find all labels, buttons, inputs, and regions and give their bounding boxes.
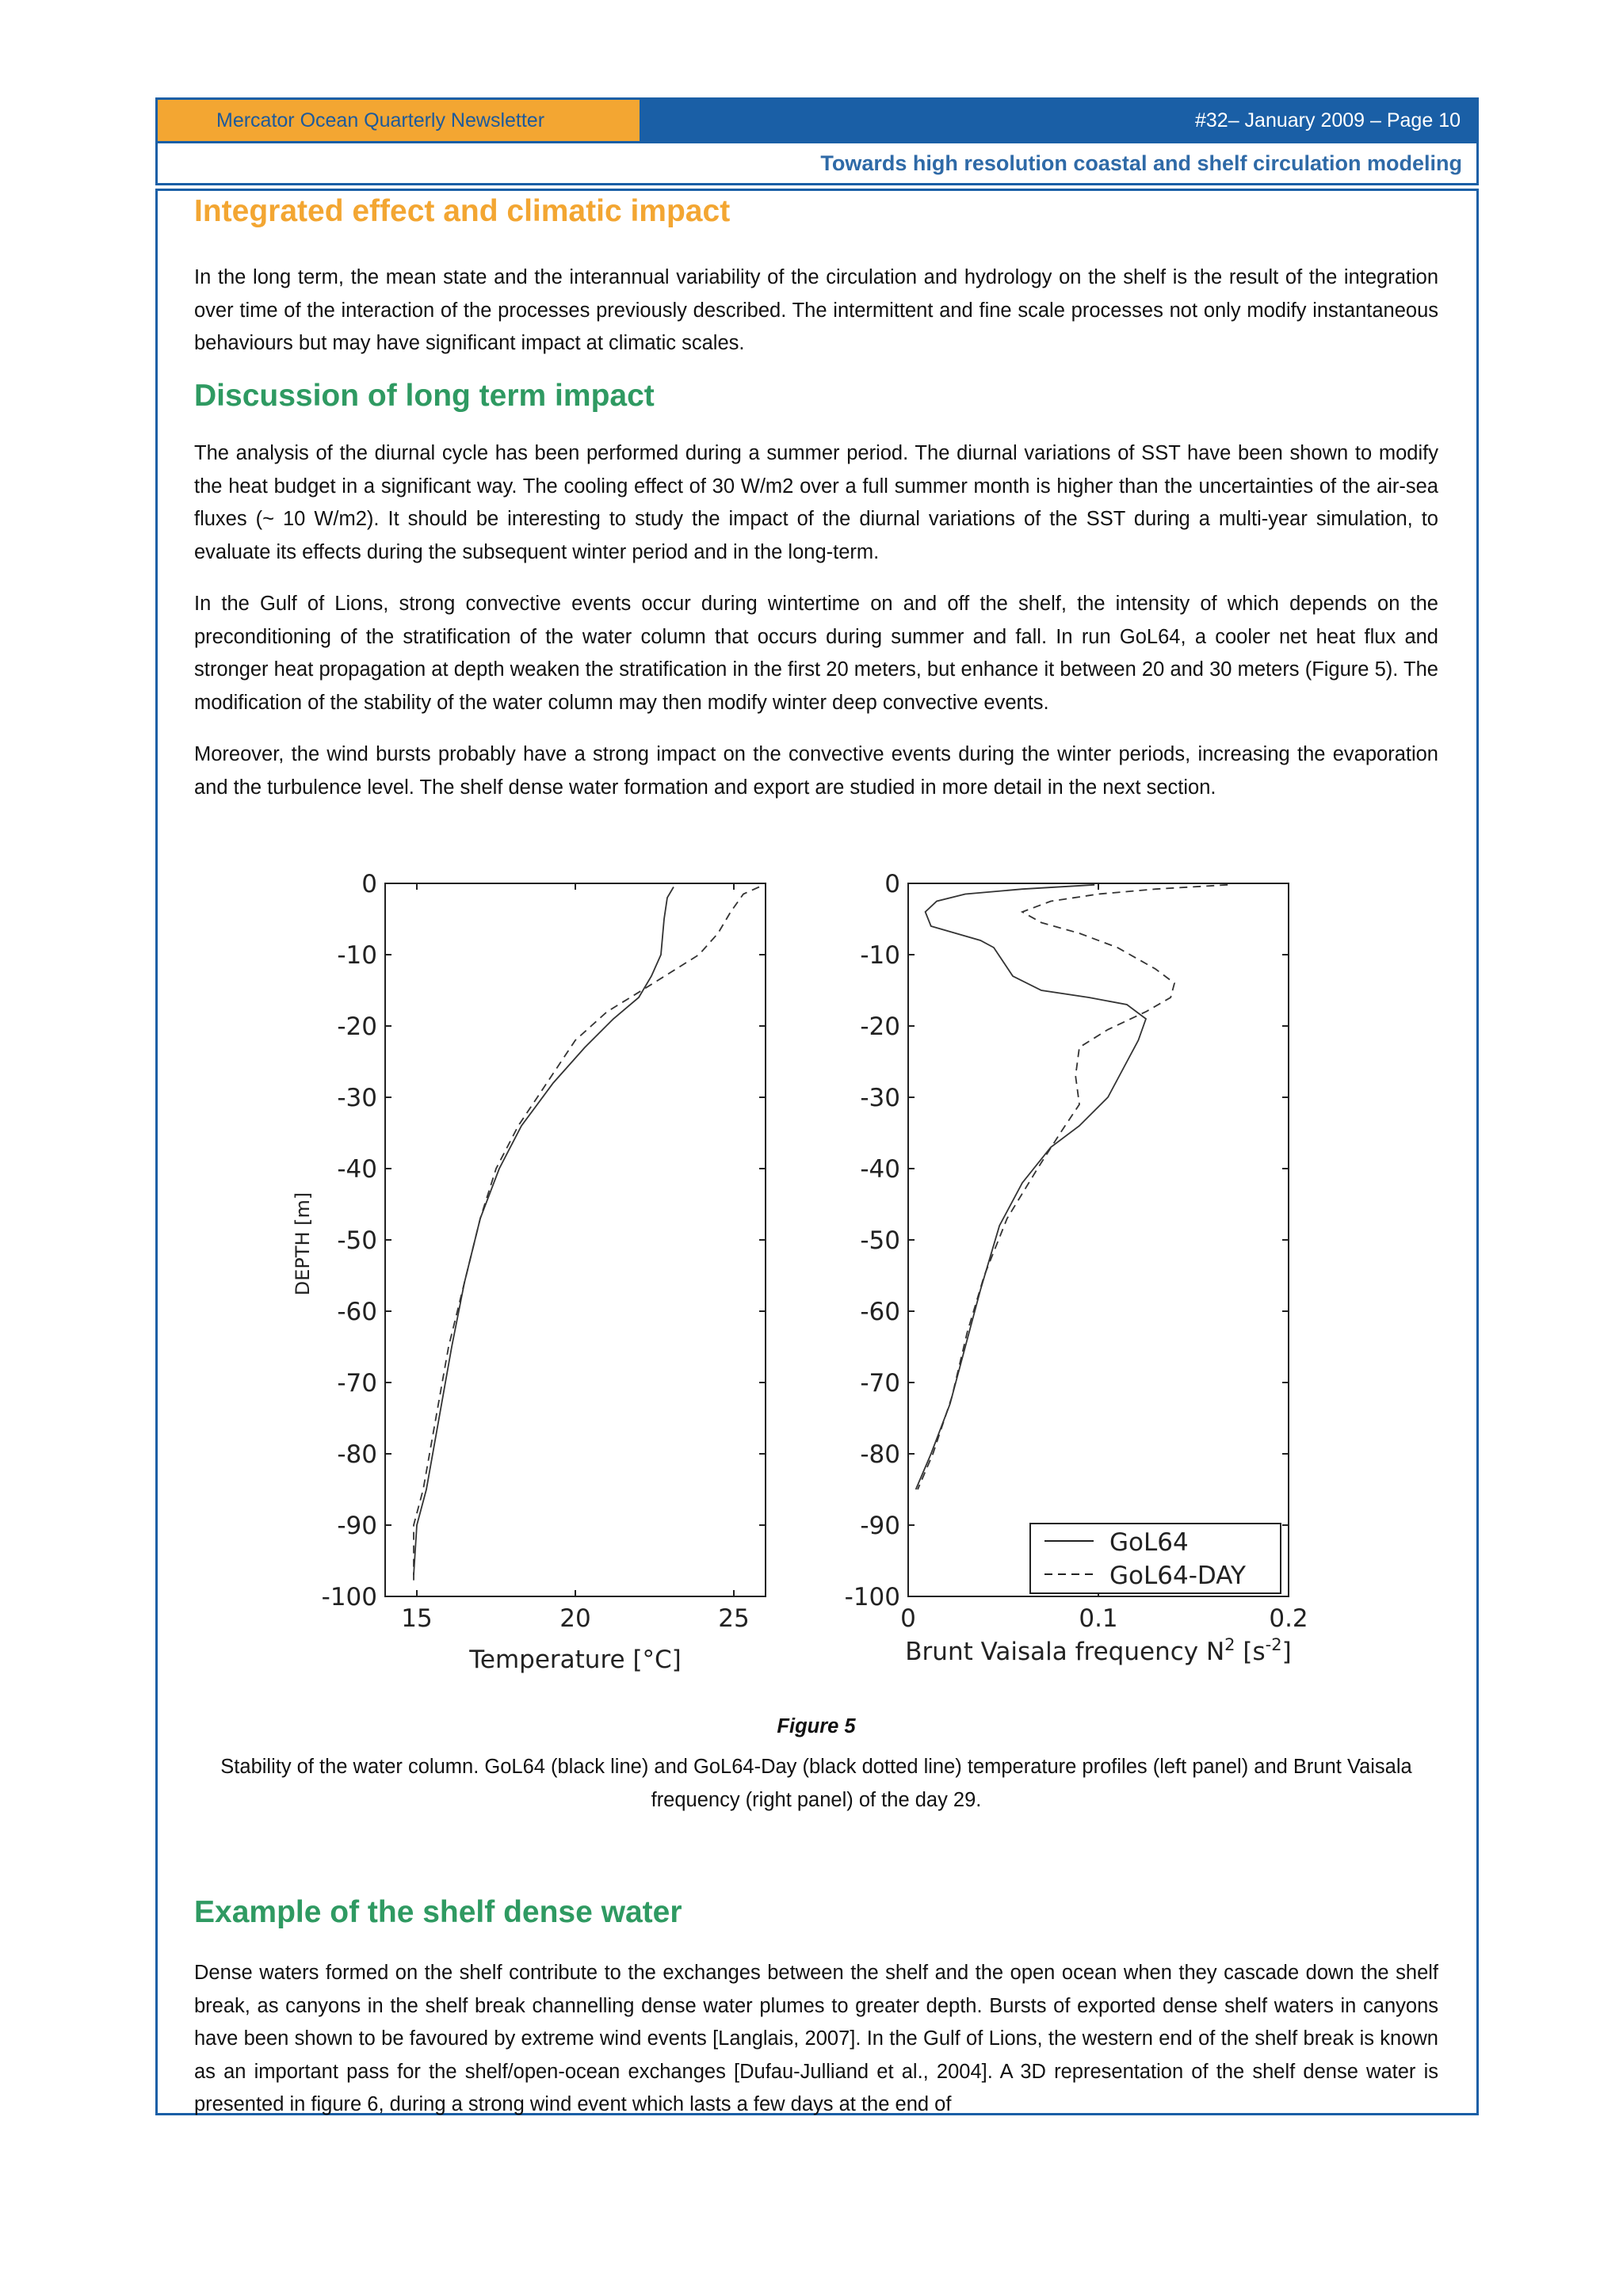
temperature-ytick-label: -20 bbox=[337, 1013, 377, 1041]
temperature-ytick-label: -30 bbox=[337, 1084, 377, 1112]
temperature-ytick-label: -10 bbox=[337, 941, 377, 970]
temperature-ytick-label: -90 bbox=[337, 1512, 377, 1540]
newsletter-title: Mercator Ocean Quarterly Newsletter bbox=[158, 100, 640, 141]
temperature-ytick-label: -60 bbox=[337, 1298, 377, 1326]
brunt-vaisala-panel bbox=[845, 870, 1308, 1666]
brunt-vaisala-ytick-label: -10 bbox=[860, 941, 900, 970]
temperature-ytick-label: -50 bbox=[337, 1226, 377, 1255]
figure-5-chart bbox=[285, 860, 1316, 1699]
legend-label-gol64: GoL64 bbox=[1109, 1528, 1189, 1557]
temperature-xtick-label: 15 bbox=[401, 1604, 433, 1633]
heading-shelf-dense-water: Example of the shelf dense water bbox=[194, 1895, 682, 1929]
heading-integrated-effect: Integrated effect and climatic impact bbox=[194, 194, 731, 228]
temperature-xtick-label: 25 bbox=[718, 1604, 750, 1633]
temperature-xtick-label: 20 bbox=[559, 1604, 591, 1633]
brunt-vaisala-series-gol64-day bbox=[918, 885, 1228, 1489]
newsletter-header bbox=[155, 97, 1479, 141]
brunt-vaisala-plot-frame bbox=[908, 883, 1289, 1596]
brunt-vaisala-ytick-label: -30 bbox=[860, 1084, 900, 1112]
paragraph-diurnal-cycle: The analysis of the diurnal cycle has been performed during a summer period. The diurnal variations of SST have been shown to modify the heat budget in a significant way. The cooling effect of 30 W/m2 over a full summer month is higher than the uncertainties of the air-sea fluxes (~ 10 W/m2). It should be interesting to study the impact of the diurnal variations of the SST during a multi-year simulation, to evaluate its effects during the subsequent winter period and in the long-term. bbox=[194, 442, 1438, 563]
temperature-ytick-label: -80 bbox=[337, 1440, 377, 1469]
brunt-vaisala-xtick-label: 0.2 bbox=[1269, 1604, 1308, 1633]
depth-ylabel: DEPTH [m] bbox=[292, 1192, 314, 1296]
brunt-vaisala-ytick-label: -60 bbox=[860, 1298, 900, 1326]
brunt-vaisala-ytick-label: -20 bbox=[860, 1013, 900, 1041]
temperature-ytick-label: -40 bbox=[337, 1155, 377, 1184]
brunt-vaisala-xtick-label: 0.1 bbox=[1079, 1604, 1118, 1633]
brunt-vaisala-xtick-label: 0 bbox=[900, 1604, 916, 1633]
brunt-vaisala-series-gol64 bbox=[916, 885, 1146, 1489]
paragraph-integrated-effect: In the long term, the mean state and the interannual variability of the circulation and hydrology on the shelf is the result of the integration over time of the interaction of the processes previously described. The intermittent and fine scale processes not only modify instantaneous behaviours but may have significant impact at climatic scales. bbox=[194, 266, 1438, 354]
brunt-vaisala-xlabel: Brunt Vaisala frequency $N^2$ $[s^{-2}]$ bbox=[905, 1635, 1292, 1666]
heading-discussion: Discussion of long term impact bbox=[194, 379, 655, 413]
section-title: Towards high resolution coastal and shelf circulation modeling bbox=[155, 141, 1479, 185]
temperature-series-gol64-day bbox=[414, 887, 759, 1583]
chart-legend bbox=[1030, 1524, 1281, 1593]
brunt-vaisala-ytick-label: -70 bbox=[860, 1369, 900, 1398]
paragraph-gulf-of-lions: In the Gulf of Lions, strong convective events occur during wintertime on and off the shelf, the intensity of which depends on the preconditioning of the stratification of the water column that occurs during summer and fall. In run GoL64, a cooler net heat flux and stronger heat propagation at depth weaken the stratification in the first 20 meters, but enhance it between 20 and 30 meters (Figure 5). The modification of the stability of the water column may then modify winter deep convective events. bbox=[194, 593, 1438, 714]
temperature-panel bbox=[292, 870, 766, 1674]
brunt-vaisala-ytick-label: -50 bbox=[860, 1226, 900, 1255]
temperature-plot-frame bbox=[385, 883, 766, 1596]
temperature-ytick-label: -70 bbox=[337, 1369, 377, 1398]
paragraph-wind-bursts: Moreover, the wind bursts probably have a strong impact on the convective events during the winter periods, increasing the evaporation and the turbulence level. The shelf dense water formation and export are studied in more detail in the next section. bbox=[194, 743, 1438, 799]
temperature-ytick-label: 0 bbox=[361, 870, 377, 898]
issue-page-label: #32– January 2009 – Page 10 bbox=[640, 100, 1476, 141]
brunt-vaisala-ytick-label: 0 bbox=[884, 870, 900, 898]
brunt-vaisala-ytick-label: -100 bbox=[844, 1583, 900, 1611]
brunt-vaisala-ytick-label: -40 bbox=[860, 1155, 900, 1184]
figure-label: Figure 5 bbox=[777, 1715, 856, 1737]
brunt-vaisala-ytick-label: -80 bbox=[860, 1440, 900, 1469]
paragraph-shelf-dense-water: Dense waters formed on the shelf contribute to the exchanges between the shelf and the open ocean when they cascade down the shelf break, as canyons in the shelf break channelling dense water plumes to greater depth. Bursts of exported dense shelf waters in canyons have been shown to be favoured by extreme wind events [Langlais, 2007]. In the Gulf of Lions, the western end of the shelf break is known as an important pass for the shelf/open-ocean exchanges [Dufau-Julliand et al., 2004]. A 3D representation of the shelf dense water is presented in figure 6, during a strong wind event which lasts a few days at the end of bbox=[194, 1962, 1438, 2115]
figure-caption: Stability of the water column. GoL64 (black line) and GoL64-Day (black dotted line) temperature profiles (left panel) and Brunt Vaisala frequency (right panel) of the day 29. bbox=[220, 1756, 1412, 1811]
legend-label-gol64-day: GoL64-DAY bbox=[1109, 1562, 1246, 1590]
temperature-ytick-label: -100 bbox=[321, 1583, 377, 1611]
temperature-xlabel: Temperature [°C] bbox=[469, 1646, 682, 1674]
brunt-vaisala-ytick-label: -90 bbox=[860, 1512, 900, 1540]
temperature-series-gol64 bbox=[414, 887, 674, 1576]
